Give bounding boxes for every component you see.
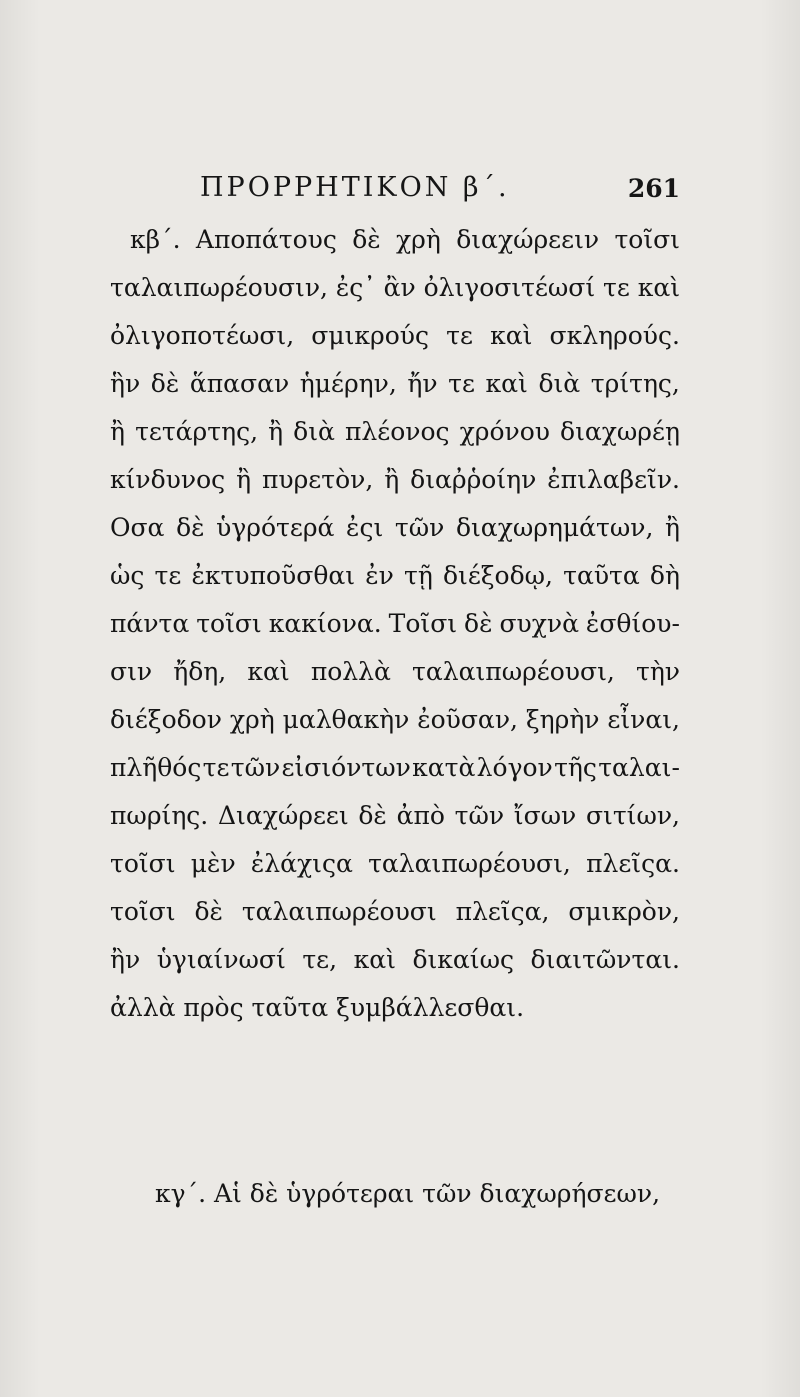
text-line: σιν ἤδη, καὶ πολλὰ ταλαιπωρέουσι, τὴν (110, 657, 680, 686)
text-line: κγ΄. Αἱ δὲ ὑγρότεραι τῶν διαχωρήσεων, (155, 1179, 661, 1208)
text-line: ταλαιπωρέουσιν, ἐς᾽ ἂν ὀλιγοσιτέωσί τε καὶ (110, 273, 680, 302)
text-line: ὡς τε ἐκτυποῦσθαι ἐν τῇ διέξοδῳ, ταῦτα δὴ (110, 561, 680, 590)
text-line: ἢ τετάρτης, ἢ διὰ πλέονος χρόνου διαχωρέῃ (110, 417, 680, 446)
page-header (200, 168, 680, 208)
section-22 (110, 216, 680, 1032)
text-line: πλῆθός τε τῶν εἰσιόντων κατὰ λόγον τῆς ταλαι- (110, 753, 680, 782)
text-line: ὀλιγοποτέωσι, σμικρούς τε καὶ σκληρούς. (110, 321, 680, 350)
text-line: ἣν δὲ ἅπασαν ἡμέρην, ἤν τε καὶ διὰ τρίτης, (110, 369, 680, 398)
text-line: τοῖσι δὲ ταλαιπωρέουσι πλεῖςα, σμικρὸν, (110, 897, 680, 926)
text-line: πωρίης. Διαχώρεει δὲ ἀπὸ τῶν ἴσων σιτίων, (110, 801, 680, 830)
running-title: ΠΡΟΡΡΗΤΙΚΟΝ β΄. (200, 172, 510, 203)
section-23 (155, 1170, 675, 1218)
text-line: Οσα δὲ ὑγρότερά ἐςι τῶν διαχωρημάτων, ἢ (110, 513, 680, 542)
text-line: πάντα τοῖσι κακίονα. Τοῖσι δὲ συχνὰ ἐσθίου- (110, 609, 680, 638)
text-line: ἀλλὰ πρὸς ταῦτα ξυμβάλλεσθαι. (110, 993, 525, 1022)
text-line: κβ΄. Αποπάτους δὲ χρὴ διαχώρεειν τοῖσι (130, 225, 680, 254)
text-line: κίνδυνος ἢ πυρετὸν, ἢ διαῤῥοίην ἐπιλαβεῖν. (110, 465, 680, 494)
text-line: τοῖσι μὲν ἐλάχιςα ταλαιπωρέουσι, πλεῖςα. (110, 849, 680, 878)
text-line: διέξοδον χρὴ μαλθακὴν ἐοῦσαν, ξηρὴν εἶναι, (110, 705, 680, 734)
page-number: 261 (627, 174, 680, 203)
text-line: ἢν ὑγιαίνωσί τε, καὶ δικαίως διαιτῶνται. (110, 945, 680, 974)
